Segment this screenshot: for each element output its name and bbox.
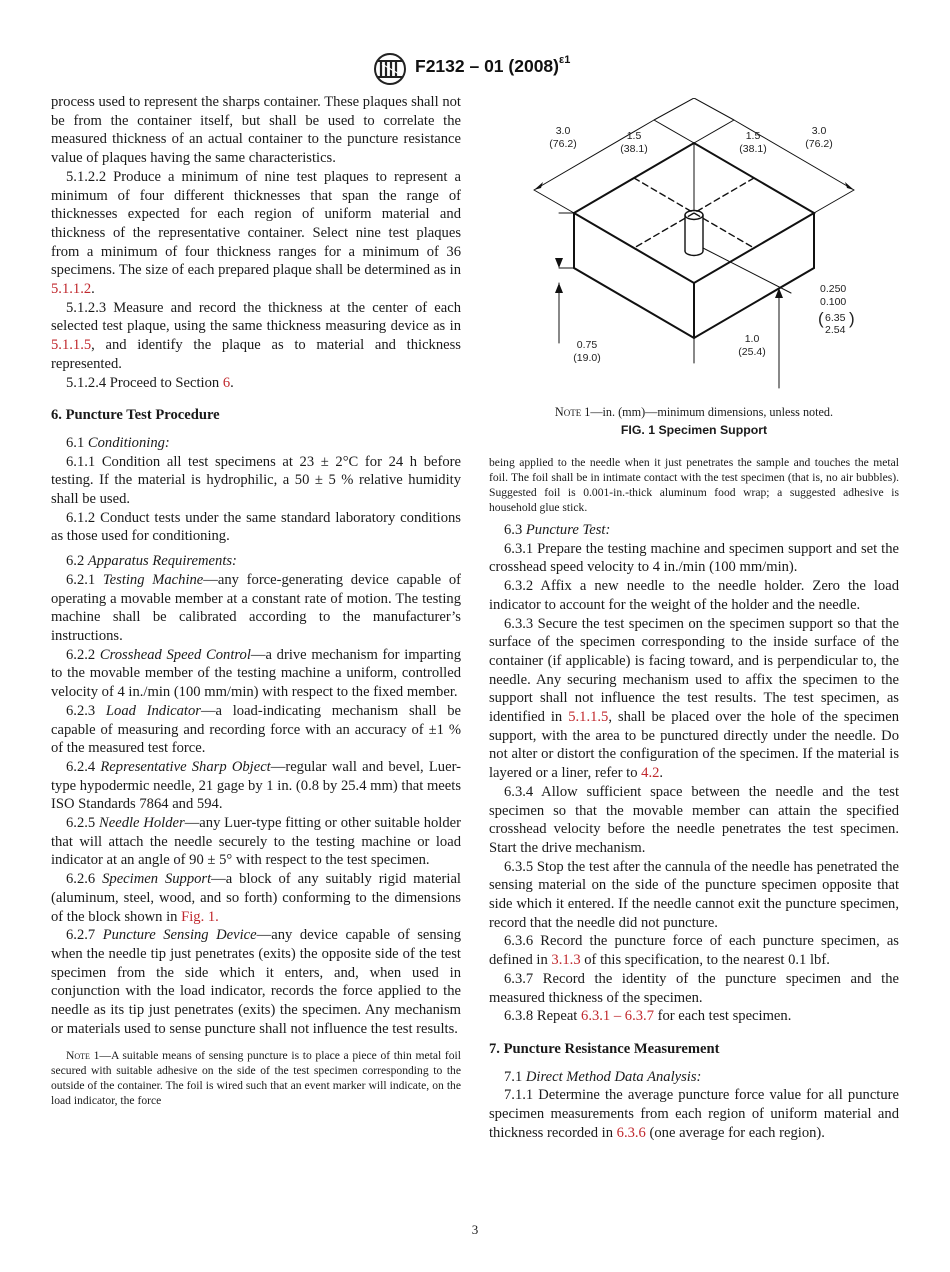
dim-height-mm: (19.0) (573, 352, 601, 364)
dim-hole-outer-in: 0.250 (820, 283, 847, 295)
xref-6-3-1-6-3-7[interactable]: 6.3.1 – 6.3.7 (581, 1008, 654, 1025)
paragraph-6-3: 6.3 Puncture Test: (504, 522, 611, 538)
paragraph-6-2-7: 6.2.7 Puncture Sensing Device—any device capable of sensing when the needle tip just penetrates (exits) the opposite side of the test specimen from the side which it enters, and, when used in conjunction with the load indicator, records the force applied to the needle as its tip just penetrates (exits) the specimen. Any mechanism or materials used to sense puncture shall not influence the test results. (51, 927, 461, 1037)
paragraph-6-2-6: 6.2.6 Specimen Support—a block of any suitably rigid material (aluminum, steel, wood, and so forth) conforming to the dimensions of the block shown in Fig. 1. (51, 871, 461, 925)
dim-mid-left-mm: (38.1) (620, 143, 648, 155)
paragraph-6-3-3: 6.3.3 Secure the test specimen on the specimen support so that the surface of the specimen corresponding to the inside surface of the container (if applicable) is facing toward, and is perpendicular to, the needle. Any securing mechanism used to affix the specimen to the support shall not influence the test results. The test specimen, as identified in 5.1.1.5, shall be placed over the hole of the specimen support, with the area to be punctured directly under the needle. Do not alter or distort the configuration of the specimen. If the material is layered or a liner, refer to 4.2. (489, 615, 900, 782)
dim-mid-left-in: 1.5 (626, 130, 642, 142)
specimen-support-drawing (489, 98, 899, 403)
dim-hole-inner-in: 0.100 (820, 296, 847, 308)
figure-note: Note 1—in. (mm)—minimum dimensions, unless noted. (554, 405, 834, 419)
paragraph-7-1: 7.1 Direct Method Data Analysis: (504, 1068, 702, 1085)
paragraph-7-1-1: 7.1.1 Determine the average puncture force value for all puncture specimen measurements from each region of uniform material and thickness recorded in 6.3.6 (one average for each region). (489, 1087, 899, 1141)
dim-height-in: 0.75 (576, 339, 598, 351)
page-header (0, 52, 950, 86)
dim-mid-right-mm: (38.1) (739, 143, 767, 155)
astm-logo-icon (372, 52, 408, 86)
dim-hole-inner-mm: 2.54 (825, 324, 846, 336)
note-1-continued: being applied to the needle when it just penetrates the sample and touches the metal foil. The foil shall be in intimate contact with the test specimen (that is, no air bubbles). Suggested foil is 0.001-in.-thick aluminum food wrap; a suggested adhesive is household glue stick. (489, 456, 899, 514)
figure-1-specimen-support (489, 98, 899, 403)
xref-3-1-3[interactable]: 3.1.3 (551, 952, 581, 969)
paragraph-6-1: 6.1 Conditioning: (66, 434, 170, 451)
dim-top-right-mm: (76.2) (805, 138, 833, 150)
xref-6-3-6[interactable]: 6.3.6 (616, 1124, 646, 1141)
xref-5-1-1-2[interactable]: 5.1.1.2 (51, 281, 92, 298)
paragraph-6-1-1: 6.1.1 Condition all test specimens at 23 ± 2°C for 24 h before testing. If the material is hydrophilic, a 50 ± 5 % relative humidity shall be used. (51, 453, 461, 508)
paragraph-6-2-5: 6.2.5 Needle Holder—any Luer-type fitting or other suitable holder that will attach the needle securely to the testing machine or load indicator at an angle of 90 ± 5° with respect to the test specimen. (51, 815, 461, 869)
dim-depth-in: 1.0 (744, 333, 760, 345)
figure-caption: FIG. 1 Specimen Support (620, 423, 768, 437)
epsilon-superscript: ε1 (559, 54, 571, 67)
right-column (489, 455, 899, 1143)
xref-4-2[interactable]: 4.2 (641, 765, 660, 782)
dim-top-left-mm: (76.2) (549, 138, 577, 150)
paragraph-continued: process used to represent the sharps container. These plaques shall not be from the container itself, but shall be used to correlate the measured thickness of an actual container to the puncture resistance value of plaques having the same characteristics. (51, 94, 461, 167)
document-designation (415, 56, 570, 77)
paragraph-6-1-2: 6.1.2 Conduct tests under the same standard laboratory conditions as those used for conditioning. (51, 509, 461, 545)
paragraph-6-2-3: 6.2.3 Load Indicator—a load-indicating mechanism shall be capable of measuring and recording force with an accuracy of ±1 % of the measured test force. (51, 702, 461, 757)
paragraph-6-2-1: 6.2.1 Testing Machine—any force-generating device capable of operating a movable member at a constant rate of motion. The testing machine shall be calibrated according to the manufacturer’s instructions. (51, 571, 461, 644)
dim-depth-mm: (25.4) (738, 346, 766, 358)
xref-5-1-1-5-b[interactable]: 5.1.1.5 (568, 709, 609, 726)
paragraph-6-2: 6.2 Apparatus Requirements: (66, 553, 237, 570)
paragraph-5-1-2-3: 5.1.2.3 Measure and record the thickness at the center of each selected test plaque, using the same thickness measuring device as in 5.1.1.5, and identify the plaque as to material and thickness represented. (51, 299, 461, 372)
xref-5-1-1-5[interactable]: 5.1.1.5 (51, 337, 92, 354)
paragraph-6-3-6: 6.3.6 Record the puncture force of each puncture specimen, as defined in 3.1.3 of this specification, to the nearest 0.1 lbf. (489, 933, 899, 969)
paragraph-6-3-2: 6.3.2 Affix a new needle to the needle holder. Zero the load indicator to account for the weight of the holder and the needle. (489, 578, 899, 613)
paragraph-6-3-1: 6.3.1 Prepare the testing machine and specimen support and set the crosshead speed velocity to 4 in./min (100 mm/min). (489, 540, 899, 576)
note-1: Note 1—A suitable means of sensing puncture is to place a piece of thin metal foil secured with suitable adhesive on the side of the test specimen corresponding to the outside of the container. The foil is wired such that an event marker will indicate, on the load indicator, the force (51, 1049, 462, 1108)
page-number: 3 (471, 1222, 479, 1237)
paragraph-6-3-7: 6.3.7 Record the identity of the puncture specimen and the measured thickness of the specimen. (489, 970, 899, 1006)
paragraph-6-3-4: 6.3.4 Allow sufficient space between the needle and the test specimen so that the movable member can attain the specified crosshead velocity before the needle penetrates the test specimen. Start the drive mechanism. (489, 783, 899, 856)
paragraph-6-3-5: 6.3.5 Stop the test after the cannula of the needle has penetrated the sensing material on the side of the puncture specimen opposite that side which it entered. If the needle cannot exit the puncture specimen, record that the needle did not puncture. (489, 858, 899, 931)
paragraph-6-3-8: 6.3.8 Repeat 6.3.1 – 6.3.7 for each test specimen. (504, 1008, 792, 1025)
paragraph-6-2-4: 6.2.4 Representative Sharp Object—regular wall and bevel, Luer-type hypodermic needle, 21 gage by 1 in. (0.8 by 25.4 mm) that meets ISO Standards 7864 and 594. (51, 758, 461, 813)
dim-mid-right-in: 1.5 (745, 130, 761, 142)
dim-top-left-in: 3.0 (555, 125, 571, 137)
xref-fig-1[interactable]: Fig. 1. (181, 908, 219, 925)
xref-section-6[interactable]: 6 (222, 374, 231, 391)
dim-hole-outer-mm: 6.35 (825, 312, 846, 324)
section-heading-7: 7. Puncture Resistance Measurement (489, 1040, 720, 1057)
paragraph-6-2-2: 6.2.2 Crosshead Speed Control—a drive mechanism for imparting to the movable member of the testing machine a uniform, controlled velocity of 4 in./min (100 mm/min) with respect to the fixed member. (51, 646, 461, 701)
bracket-left: ( (818, 309, 824, 328)
left-column (51, 93, 461, 1108)
paragraph-5-1-2-2: 5.1.2.2 Produce a minimum of nine test plaques to represent a minimum of four different thicknesses that span the range of thicknesses expected for each region of uniform material and thickness of the representative container. Select nine test plaques from a minimum of four thickness ranges for a minimum of 36 specimens. The size of each prepared plaque shall be determined as in 5.1.1.2. (51, 168, 461, 298)
section-heading-6: 6. Puncture Test Procedure (51, 407, 220, 424)
paragraph-5-1-2-4: 5.1.2.4 Proceed to Section 6. (66, 374, 234, 391)
designation-text: F2132 – 01 (2008) (415, 56, 559, 76)
bracket-right: ) (849, 309, 855, 328)
dim-top-right-in: 3.0 (811, 125, 827, 137)
